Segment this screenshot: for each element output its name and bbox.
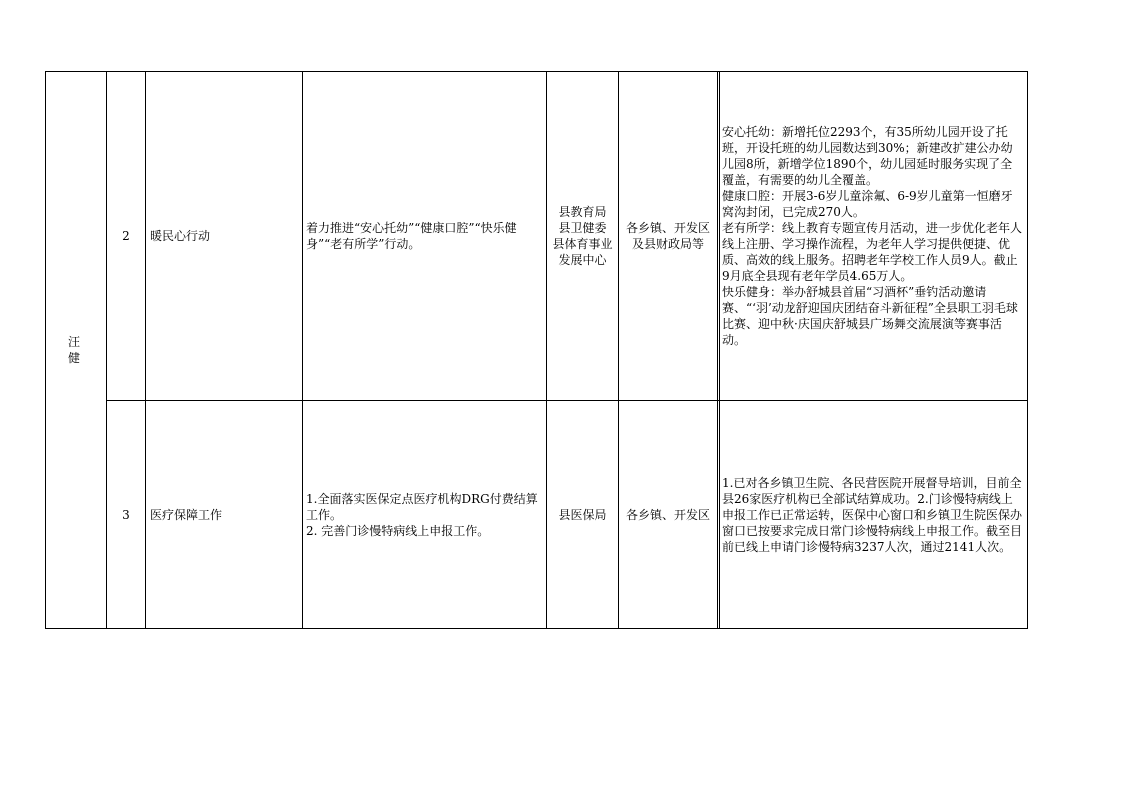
work-progress-table <box>45 71 1028 629</box>
lead-units-cell: 县医保局 <box>547 401 619 629</box>
table-row <box>46 72 1028 401</box>
responsible-units-cell: 各乡镇、开发区 <box>619 401 718 629</box>
item-number-cell: 3 <box>107 401 146 629</box>
lead-units-cell: 县教育局 县卫健委 县体育事业发展中心 <box>547 72 619 401</box>
responsible-person-cell: 汪 健 <box>46 72 107 629</box>
table-row <box>46 401 1028 629</box>
task-description-cell: 1.全面落实医保定点医疗机构DRG付费结算工作。 2. 完善门诊慢特病线上申报工作。 <box>303 401 547 629</box>
task-description-cell: 着力推进“安心托幼”“健康口腔”“快乐健身”“老有所学”行动。 <box>303 72 547 401</box>
project-name-cell: 暖民心行动 <box>146 72 303 401</box>
project-name-cell: 医疗保障工作 <box>146 401 303 629</box>
responsible-units-cell: 各乡镇、开发区及县财政局等 <box>619 72 718 401</box>
progress-cell: 1.已对各乡镇卫生院、各民营医院开展督导培训，目前全县26家医疗机构已全部试结算成功。2.门诊慢特病线上申报工作已正常运转，医保中心窗口和乡镇卫生院医保办窗口已按要求完成日常门诊慢特病线上申报工作。截至目前已线上申请门诊慢特病3237人次，通过2141人次。 <box>718 401 1028 629</box>
item-number-cell: 2 <box>107 72 146 401</box>
progress-cell: 安心托幼：新增托位2293个，有35所幼儿园开设了托班，开设托班的幼儿园数达到30%；新建改扩建公办幼儿园8所，新增学位1890个，幼儿园延时服务实现了全覆盖，有需要的幼儿全覆盖。 健康口腔：开展3-6岁儿童涂氟、6-9岁儿童第一恒磨牙窝沟封闭，已完成270人。 老有所学：线上教育专题宣传月活动，进一步优化老年人线上注册、学习操作流程，为老年人学习提供便捷、优质、高效的线上服务。招聘老年学校工作人员9人。截止9月底全县现有老年学员4.65万人。 快乐健身：举办舒城县首届“习酒杯”垂钓活动邀请赛、“‘羽’动龙舒迎国庆团结奋斗新征程”全县职工羽毛球比赛、迎中秋·庆国庆舒城县广场舞交流展演等赛事活动。 <box>718 72 1028 401</box>
